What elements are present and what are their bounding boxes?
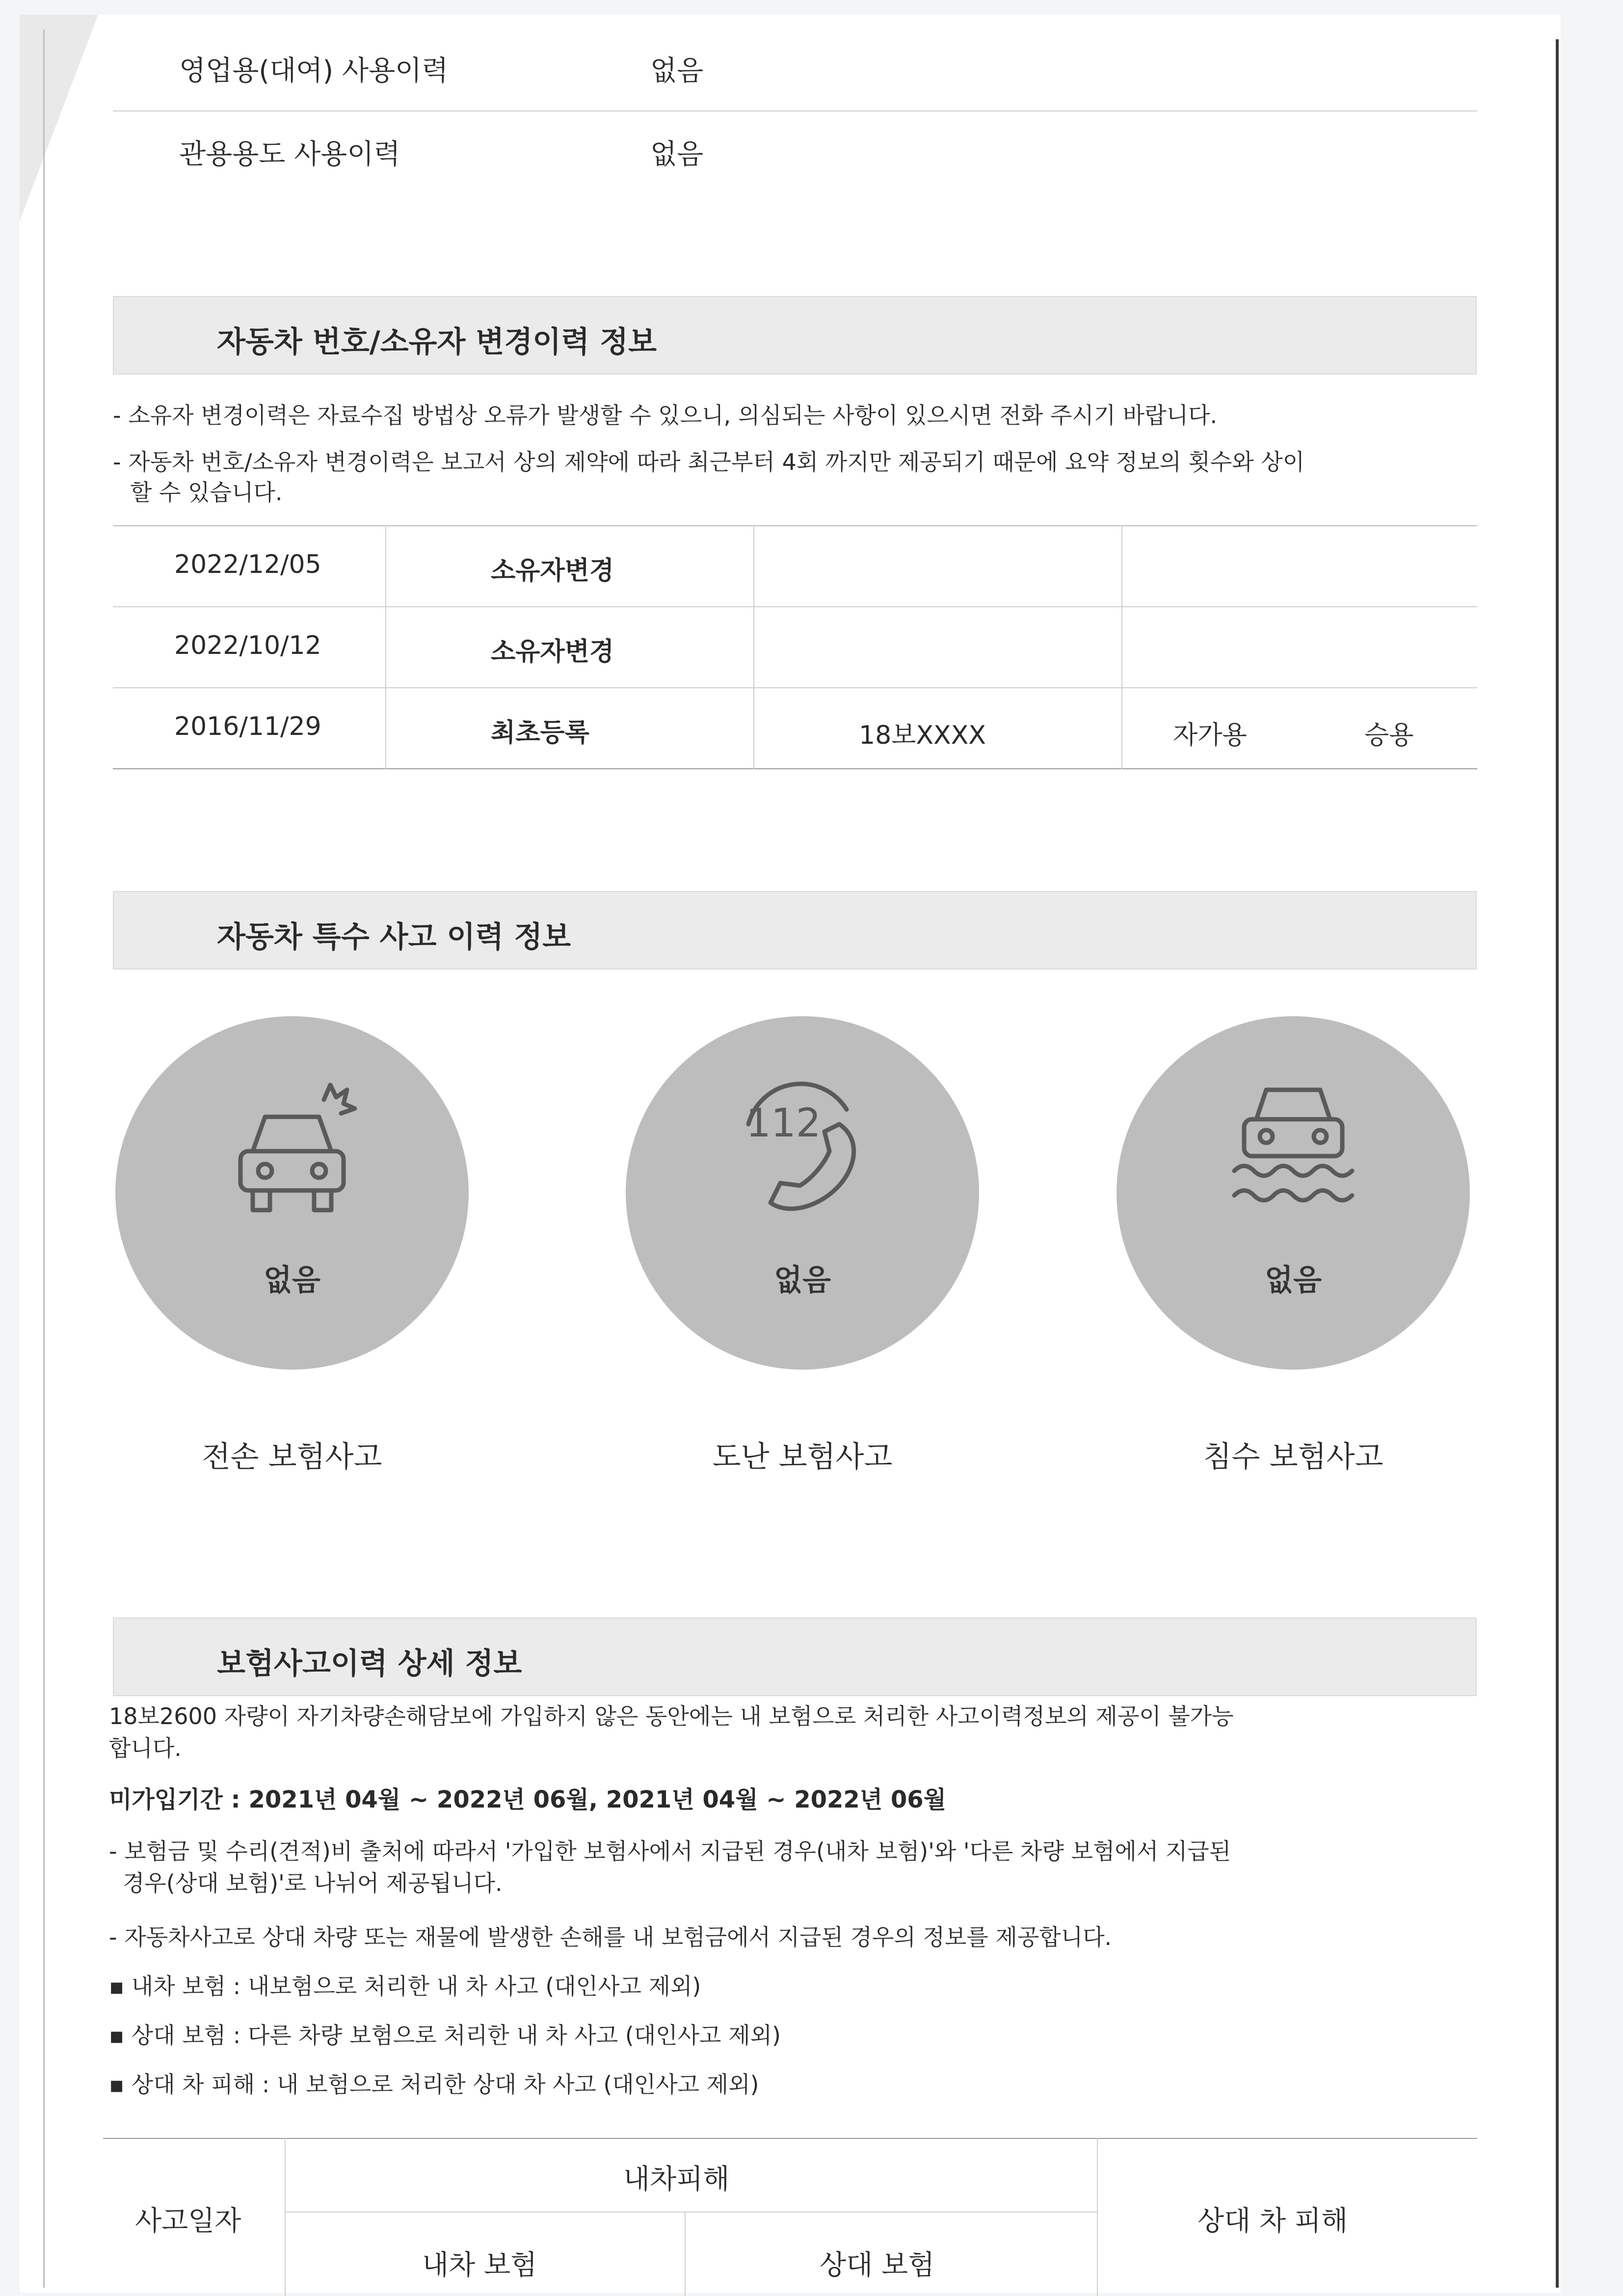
ownership-note: - 자동차 번호/소유자 변경이력은 보고서 상의 제약에 따라 최근부터 4회 까지만 제공되기 때문에 요약 정보의 횟수와 상이: [113, 449, 1305, 475]
ownership-section-title: 자동차 번호/소유자 변경이력 정보: [217, 325, 657, 359]
other-insurance-header: 상대 보험: [820, 2249, 935, 2281]
car-flood-icon: [1220, 1070, 1367, 1222]
change-type: 소유자변경: [491, 556, 614, 586]
uninsured-period: 미가입기간 : 2021년 04월 ~ 2022년 06월, 2021년 04월 ~ 2022년 06월: [109, 1786, 947, 1813]
change-date: 2022/12/05: [174, 550, 321, 579]
flood-circle: [1117, 1016, 1470, 1370]
folded-corner: [20, 15, 98, 221]
theft-caption: 도난 보험사고: [712, 1440, 893, 1474]
total-loss-caption: 전손 보험사고: [202, 1440, 382, 1474]
special-section-header: [113, 891, 1477, 970]
legend-item: ▪ 상대 보험 : 다른 차량 보험으로 처리한 내 차 사고 (대인사고 제외): [109, 2022, 781, 2049]
theft-circle: [626, 1016, 979, 1370]
government-use-value: 없음: [650, 138, 704, 170]
own-insurance-header: 내차 보험: [422, 2249, 537, 2281]
flood-caption: 침수 보험사고: [1203, 1440, 1384, 1474]
detail-note: 경우(상대 보험)'로 나뉘어 제공됩니다.: [123, 1870, 503, 1896]
divider: [113, 110, 1477, 111]
flood-value: 없음: [1265, 1263, 1322, 1297]
theft-value: 없음: [774, 1263, 831, 1297]
left-border: [43, 29, 45, 2288]
legend-item: ▪ 내차 보험 : 내보험으로 처리한 내 차 사고 (대인사고 제외): [109, 1973, 701, 1999]
own-damage-header: 내차피해: [623, 2163, 730, 2195]
special-section-title: 자동차 특수 사고 이력 정보: [217, 920, 571, 954]
right-border: [1556, 39, 1559, 2288]
detail-intro: 합니다.: [109, 1735, 182, 1761]
usage-type: 자가용: [1173, 721, 1247, 750]
commercial-use-value: 없음: [650, 55, 704, 87]
detail-note: - 보험금 및 수리(견적)비 출처에 따라서 '가입한 보험사에서 지급된 경우(내차 보험)'와 '다른 차량 보험에서 지급된: [109, 1838, 1231, 1864]
accident-table-header: [103, 2138, 1477, 2296]
ownership-note: - 소유자 변경이력은 자료수집 방법상 오류가 발생할 수 있으니, 의심되는 사항이 있으시면 전화 주시기 바랍니다.: [113, 402, 1218, 429]
change-date: 2022/10/12: [174, 631, 321, 660]
detail-note: - 자동차사고로 상대 차량 또는 재물에 발생한 손해를 내 보험금에서 지급된 경우의 정보를 제공합니다.: [109, 1924, 1112, 1950]
change-type: 최초등록: [491, 718, 589, 748]
other-damage-header: 상대 차 피해: [1197, 2205, 1348, 2237]
car-crash-icon: [218, 1070, 366, 1222]
government-use-label: 관용용도 사용이력: [179, 138, 400, 170]
commercial-use-label: 영업용(대여) 사용이력: [179, 55, 449, 87]
plate-number: 18보XXXX: [859, 721, 986, 750]
detail-section-header: [113, 1618, 1477, 1696]
ownership-note: 할 수 있습니다.: [130, 479, 283, 506]
ownership-section-header: [113, 296, 1477, 375]
ownership-table: [113, 525, 1477, 771]
accident-date-header: 사고일자: [135, 2205, 241, 2237]
detail-section-title: 보험사고이력 상세 정보: [217, 1647, 522, 1681]
change-type: 소유자변경: [491, 637, 614, 667]
change-date: 2016/11/29: [174, 712, 321, 741]
svg-text:112: 112: [746, 1100, 821, 1146]
phone-112-icon: [729, 1070, 876, 1222]
detail-intro: 18보2600 자량이 자기차량손해담보에 가입하지 않은 동안에는 내 보험으로 처리한 사고이력정보의 제공이 불가능: [109, 1703, 1234, 1729]
vehicle-kind: 승용: [1364, 721, 1414, 750]
total-loss-value: 없음: [264, 1263, 320, 1297]
total-loss-circle: [115, 1016, 469, 1370]
legend-item: ▪ 상대 차 피해 : 내 보험으로 처리한 상대 차 사고 (대인사고 제외): [109, 2071, 759, 2098]
